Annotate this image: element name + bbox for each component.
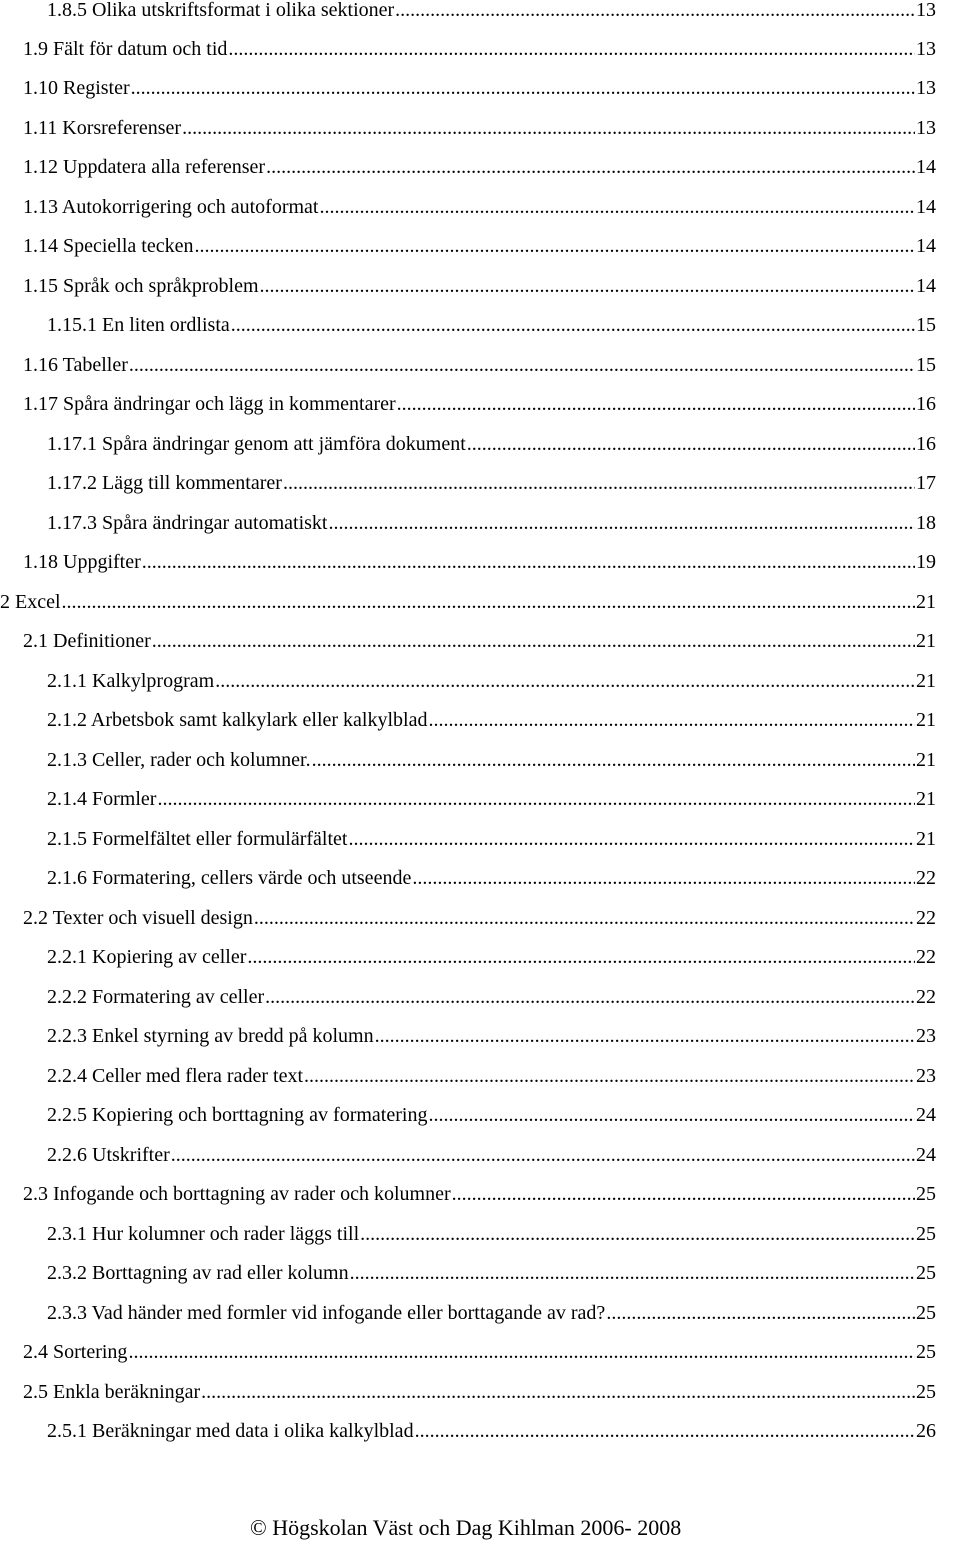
toc-leader-dots: [452, 1179, 915, 1209]
toc-leader-dots: [312, 745, 915, 775]
toc-entry-label: 1.14 Speciella tecken: [23, 235, 194, 257]
toc-entry[interactable]: [47, 468, 936, 498]
toc-entry[interactable]: [47, 0, 936, 25]
toc-entry[interactable]: [23, 271, 936, 301]
toc-entry-label: 1.16 Tabeller: [23, 354, 128, 376]
toc-entry[interactable]: [23, 389, 936, 419]
toc-entry-page: 16: [916, 393, 936, 415]
toc-entry[interactable]: [47, 310, 936, 340]
toc-entry-label: 2.1.6 Formatering, cellers värde och utseende: [47, 867, 412, 889]
toc-entry-label: 2.3 Infogande och borttagning av rader och kolumner: [23, 1183, 451, 1205]
toc-entry-page: 21: [916, 828, 936, 850]
toc-leader-dots: [129, 350, 915, 380]
toc-leader-dots: [467, 429, 915, 459]
toc-leader-dots: [128, 1337, 915, 1367]
toc-entry-label: 2.2 Texter och visuell design: [23, 907, 253, 929]
toc-entry-label: 1.15 Språk och språkproblem: [23, 275, 259, 297]
toc-entry[interactable]: [47, 1140, 936, 1170]
toc-entry-label: 1.9 Fält för datum och tid: [23, 38, 228, 60]
toc-leader-dots: [182, 113, 915, 143]
toc-entry-page: 24: [916, 1144, 936, 1166]
toc-entry-page: 21: [916, 670, 936, 692]
toc-entry-page: 17: [916, 472, 936, 494]
toc-leader-dots: [171, 1140, 915, 1170]
toc-entry-label: 2.2.3 Enkel styrning av bredd på kolumn: [47, 1025, 374, 1047]
toc-entry-label: 2.4 Sortering: [23, 1341, 128, 1363]
toc-entry-page: 21: [916, 709, 936, 731]
toc-entry-page: 15: [916, 354, 936, 376]
toc-entry[interactable]: [23, 1337, 936, 1367]
toc-entry[interactable]: [23, 1377, 936, 1407]
toc-entry[interactable]: [23, 231, 936, 261]
toc-entry-page: 16: [916, 433, 936, 455]
toc-leader-dots: [606, 1298, 915, 1328]
toc-entry-page: 25: [916, 1223, 936, 1245]
toc-leader-dots: [247, 942, 915, 972]
toc-leader-dots: [228, 34, 915, 64]
toc-leader-dots: [412, 863, 915, 893]
toc-entry-page: 23: [916, 1065, 936, 1087]
toc-entry-page: 25: [916, 1302, 936, 1324]
toc-leader-dots: [62, 587, 915, 617]
toc-entry-label: 1.17.1 Spåra ändringar genom att jämföra dokument: [47, 433, 466, 455]
toc-entry-label: 1.8.5 Olika utskriftsformat i olika sektioner: [47, 0, 395, 21]
toc-entry[interactable]: [47, 1021, 936, 1051]
toc-entry-label: 2.3.1 Hur kolumner och rader läggs till: [47, 1223, 360, 1245]
toc-entry[interactable]: [47, 508, 936, 538]
toc-leader-dots: [201, 1377, 915, 1407]
toc-entry-label: 1.11 Korsreferenser: [23, 117, 182, 139]
toc-entry[interactable]: [23, 1179, 936, 1209]
toc-leader-dots: [320, 192, 916, 222]
toc-entry-page: 13: [916, 117, 936, 139]
toc-entry[interactable]: [23, 350, 936, 380]
toc-entry[interactable]: [47, 1219, 936, 1249]
toc-entry-label: 2.2.4 Celler med flera rader text: [47, 1065, 303, 1087]
toc-entry[interactable]: [47, 745, 936, 775]
toc-entry-page: 21: [916, 749, 936, 771]
toc-entry-page: 21: [916, 630, 936, 652]
toc-leader-dots: [428, 705, 915, 735]
toc-leader-dots: [265, 982, 915, 1012]
toc-entry[interactable]: [23, 152, 936, 182]
toc-entry-page: 23: [916, 1025, 936, 1047]
toc-entry-page: 14: [916, 275, 936, 297]
toc-entry-label: 2.2.2 Formatering av celler: [47, 986, 265, 1008]
toc-entry-label: 1.10 Register: [23, 77, 130, 99]
toc-entry-page: 22: [916, 867, 936, 889]
toc-leader-dots: [254, 903, 915, 933]
toc-leader-dots: [348, 824, 915, 854]
toc-entry[interactable]: [23, 903, 936, 933]
toc-leader-dots: [142, 547, 915, 577]
toc-entry[interactable]: [23, 73, 936, 103]
page-footer: © Högskolan Väst och Dag Kihlman 2006- 2008: [250, 1515, 682, 1540]
toc-entry-page: 13: [916, 38, 936, 60]
toc-entry-label: 1.13 Autokorrigering och autoformat: [23, 196, 319, 218]
toc-entry[interactable]: [47, 942, 936, 972]
toc-entry-label: 2.1.2 Arbetsbok samt kalkylark eller kalkylblad: [47, 709, 428, 731]
toc-entry-label: 2.2.5 Kopiering och borttagning av formatering: [47, 1104, 428, 1126]
toc-entry[interactable]: [0, 587, 936, 617]
toc-entry-page: 25: [916, 1262, 936, 1284]
toc-entry-label: 2.1.5 Formelfältet eller formulärfältet: [47, 828, 348, 850]
toc-entry-page: 14: [916, 235, 936, 257]
toc-entry[interactable]: [23, 113, 936, 143]
toc-leader-dots: [415, 1416, 915, 1446]
toc-entry[interactable]: [47, 429, 936, 459]
toc-entry[interactable]: [47, 1298, 936, 1328]
toc-entry-label: 2.1.1 Kalkylprogram: [47, 670, 215, 692]
toc-entry-label: 2 Excel: [0, 591, 61, 613]
toc-entry-page: 14: [916, 196, 936, 218]
toc-leader-dots: [397, 389, 915, 419]
toc-entry-label: 2.5 Enkla beräkningar: [23, 1381, 201, 1403]
toc-entry-label: 1.17 Spåra ändringar och lägg in kommentarer: [23, 393, 396, 415]
toc-entry-page: 22: [916, 946, 936, 968]
toc-entry[interactable]: [47, 666, 936, 696]
toc-entry-page: 25: [916, 1341, 936, 1363]
toc-leader-dots: [283, 468, 915, 498]
toc-entry-page: 22: [916, 907, 936, 929]
toc-entry-page: 25: [916, 1183, 936, 1205]
toc-entry-label: 2.1.3 Celler, rader och kolumner.: [47, 749, 311, 771]
toc-entry[interactable]: [47, 705, 936, 735]
toc-leader-dots: [260, 271, 915, 301]
toc-entry-label: 2.2.1 Kopiering av celler: [47, 946, 247, 968]
toc-entry[interactable]: [47, 982, 936, 1012]
toc-leader-dots: [231, 310, 915, 340]
toc-leader-dots: [215, 666, 915, 696]
toc-entry-page: 24: [916, 1104, 936, 1126]
toc-leader-dots: [304, 1061, 915, 1091]
toc-leader-dots: [266, 152, 915, 182]
toc-entry-label: 2.1.4 Formler: [47, 788, 157, 810]
toc-entry[interactable]: [23, 626, 936, 656]
toc-entry-page: 26: [916, 1420, 936, 1442]
toc-entry-label: 1.17.2 Lägg till kommentarer: [47, 472, 282, 494]
toc-entry[interactable]: [47, 1100, 936, 1130]
toc-entry-page: 15: [916, 314, 936, 336]
toc-leader-dots: [375, 1021, 915, 1051]
toc-entry-label: 1.15.1 En liten ordlista: [47, 314, 230, 336]
toc-entry-page: 22: [916, 986, 936, 1008]
toc-leader-dots: [152, 626, 915, 656]
toc-leader-dots: [131, 73, 915, 103]
toc-entry[interactable]: [23, 547, 936, 577]
toc-entry-page: 13: [916, 0, 936, 21]
toc-entry[interactable]: [23, 192, 936, 222]
toc-leader-dots: [350, 1258, 915, 1288]
toc-leader-dots: [395, 0, 915, 25]
toc-entry-page: 21: [916, 591, 936, 613]
toc-entry-page: 21: [916, 788, 936, 810]
toc-entry[interactable]: [47, 1258, 936, 1288]
toc-entry[interactable]: [47, 863, 936, 893]
toc-entry-label: 2.1 Definitioner: [23, 630, 151, 652]
toc-entry[interactable]: [47, 1416, 936, 1446]
toc-leader-dots: [360, 1219, 915, 1249]
toc-entry-label: 2.3.3 Vad händer med formler vid infogande eller borttagande av rad?: [47, 1302, 606, 1324]
toc-entry-label: 2.3.2 Borttagning av rad eller kolumn: [47, 1262, 349, 1284]
toc-leader-dots: [329, 508, 916, 538]
toc-entry-page: 13: [916, 77, 936, 99]
toc-entry-page: 25: [916, 1381, 936, 1403]
toc-entry-label: 1.17.3 Spåra ändringar automatiskt: [47, 512, 328, 534]
toc-leader-dots: [195, 231, 916, 261]
toc-entry[interactable]: [47, 784, 936, 814]
toc-entry-label: 1.12 Uppdatera alla referenser: [23, 156, 266, 178]
toc-entry-page: 14: [916, 156, 936, 178]
toc-entry-page: 19: [916, 551, 936, 573]
toc-leader-dots: [428, 1100, 915, 1130]
toc-leader-dots: [157, 784, 915, 814]
toc-entry-page: 18: [916, 512, 936, 534]
toc-entry-label: 2.5.1 Beräkningar med data i olika kalkylblad: [47, 1420, 414, 1442]
toc-entry-label: 2.2.6 Utskrifter: [47, 1144, 170, 1166]
toc-entry[interactable]: [47, 1061, 936, 1091]
toc-entry-label: 1.18 Uppgifter: [23, 551, 141, 573]
toc-entry[interactable]: [47, 824, 936, 854]
toc-entry[interactable]: [23, 34, 936, 64]
